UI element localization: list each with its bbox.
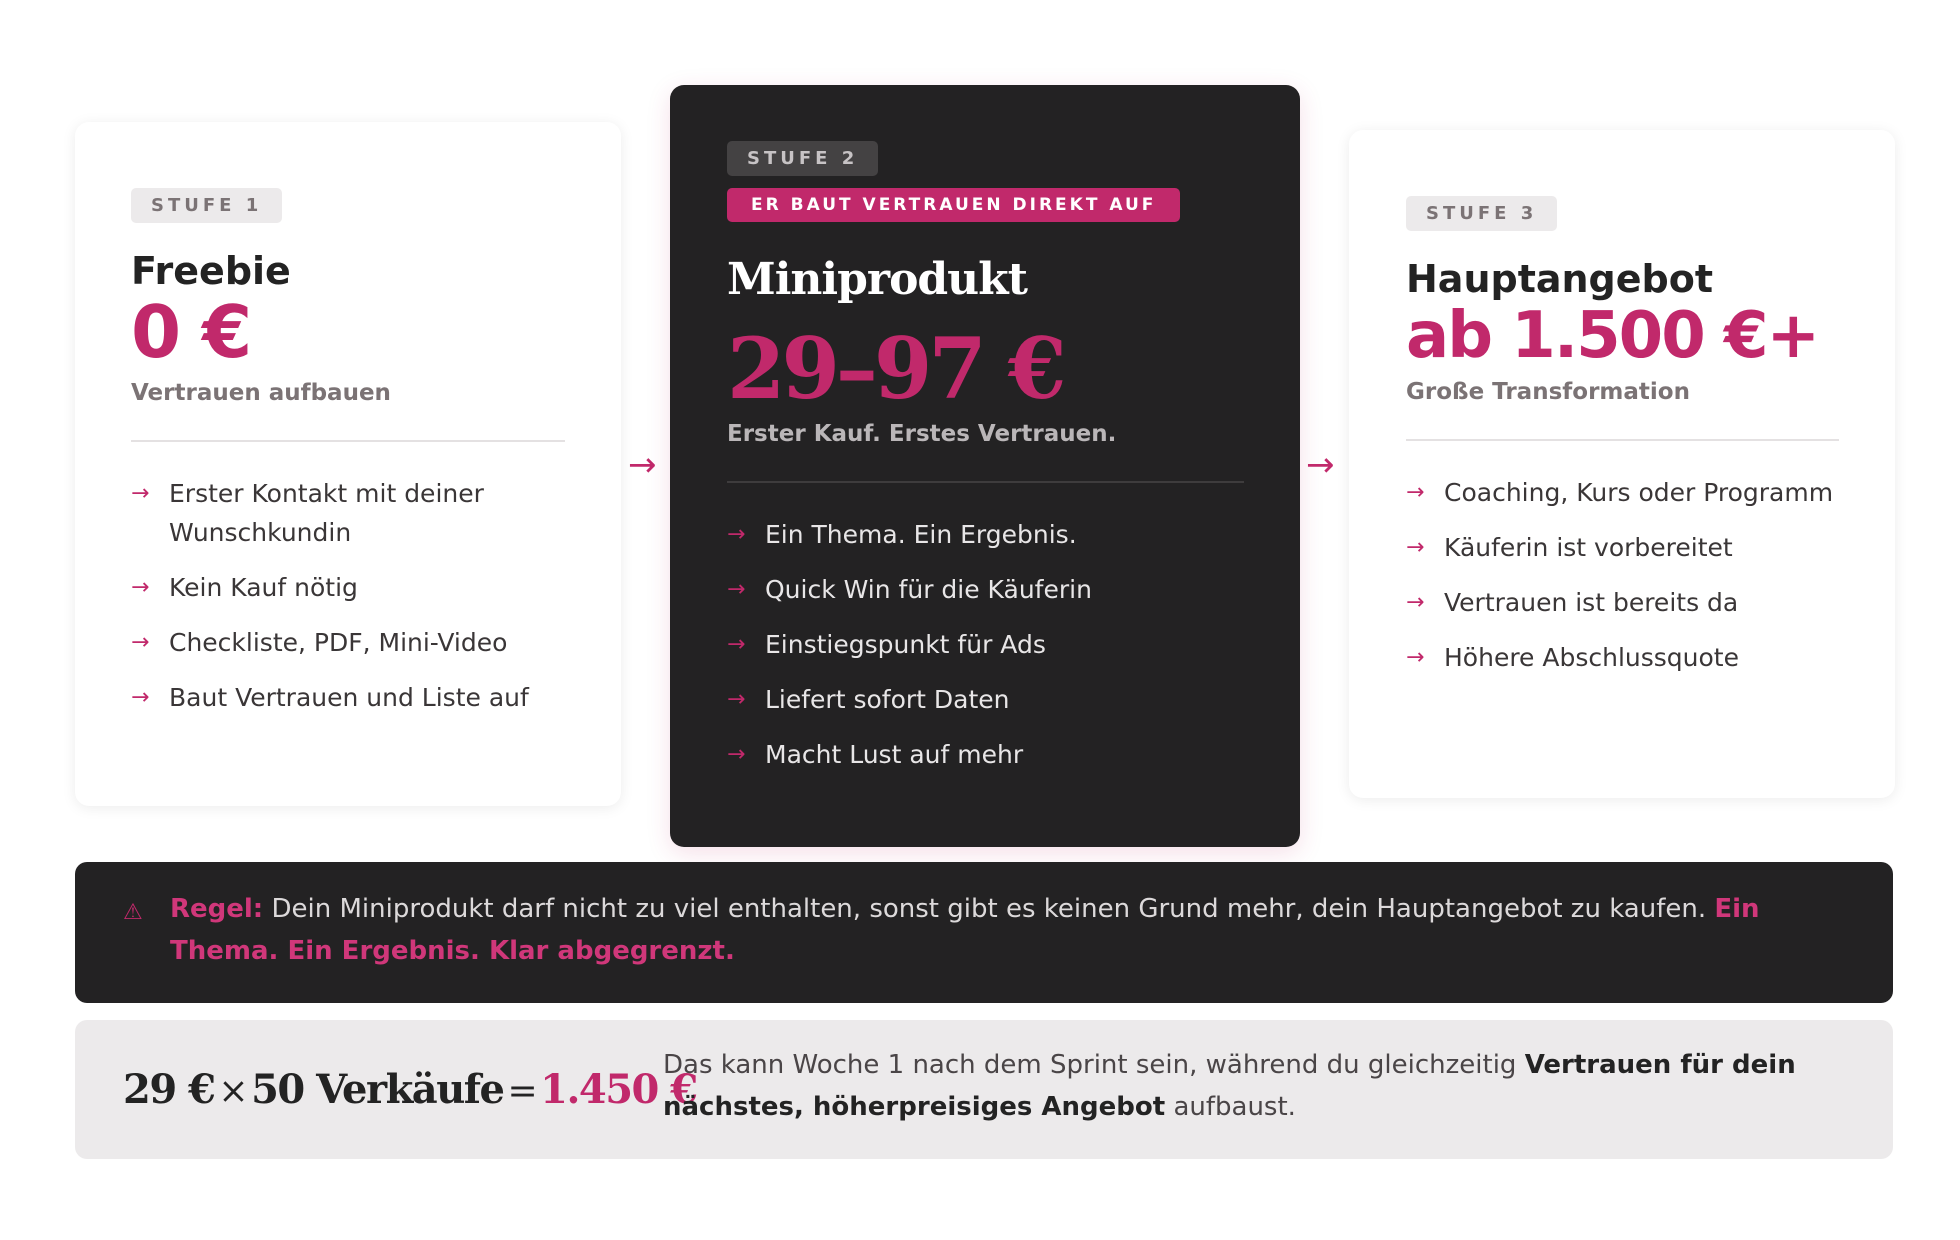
list-item: → Baut Vertrauen und Liste auf <box>131 678 565 717</box>
stage-badge: STUFE 1 <box>131 188 282 223</box>
calc-price: 29 € <box>123 1066 215 1113</box>
stage-card-miniprodukt <box>670 85 1300 847</box>
arrow-right-icon: → <box>727 577 746 603</box>
stage-points <box>1406 473 1839 677</box>
rule-emphasis: Ein Thema. Ein Ergebnis. Klar abgegrenzt. <box>170 894 1760 966</box>
calculation-formula <box>123 1066 697 1113</box>
stage-subtitle: Große Transformation <box>1406 379 1690 406</box>
rule-text <box>170 888 1853 972</box>
list-item: → Höhere Abschlussquote <box>1406 638 1839 677</box>
stage-subtitle: Erster Kauf. Erstes Vertrauen. <box>727 421 1117 448</box>
arrow-right-icon: → <box>1406 645 1425 671</box>
arrow-right-icon: → <box>727 742 746 768</box>
arrow-right-icon: → <box>1406 590 1425 616</box>
list-item: → Macht Lust auf mehr <box>727 735 1244 774</box>
arrow-right-icon: → <box>131 481 150 507</box>
arrow-right-icon: → <box>131 685 150 711</box>
list-item: → Käuferin ist vorbereitet <box>1406 528 1839 567</box>
arrow-right-icon: → <box>1406 480 1425 506</box>
list-item: → Checkliste, PDF, Mini-Video <box>131 623 565 662</box>
arrow-right-icon: → <box>727 632 746 658</box>
list-item: → Vertrauen ist bereits da <box>1406 583 1839 622</box>
calc-times: × <box>218 1071 248 1112</box>
calc-count: 50 Verkäufe <box>251 1066 504 1113</box>
stage-badge: STUFE 2 <box>727 141 878 176</box>
list-item: → Kein Kauf nötig <box>131 568 565 607</box>
arrow-right-icon: → <box>131 630 150 656</box>
list-item: → Coaching, Kurs oder Programm <box>1406 473 1839 512</box>
stage-points <box>727 515 1244 774</box>
list-item: → Liefert sofort Daten <box>727 680 1244 719</box>
highlight-badge: ER BAUT VERTRAUEN DIREKT AUF <box>727 188 1180 222</box>
stage-price: 29–97 € <box>727 319 1063 418</box>
calculation-box <box>75 1020 1893 1159</box>
arrow-right-icon: → <box>1406 535 1425 561</box>
calc-text-bold: Vertrauen für dein nächstes, höherpreisiges Angebot <box>663 1050 1796 1122</box>
list-item: → Einstiegspunkt für Ads <box>727 625 1244 664</box>
warning-icon: ⚠ <box>123 900 143 925</box>
divider <box>1406 439 1839 441</box>
arrow-right-icon: → <box>131 575 150 601</box>
calculation-text: Das kann Woche 1 nach dem Sprint sein, während du gleichzeitig Vertrauen für dein nächstes, höherpreisiges Angebot aufbaust. <box>663 1050 1796 1122</box>
list-item: → Ein Thema. Ein Ergebnis. <box>727 515 1244 554</box>
list-item: → Erster Kontakt mit deiner Wunschkundin <box>131 474 565 552</box>
stage-card-hauptangebot <box>1349 130 1895 798</box>
arrow-right-icon: → <box>727 522 746 548</box>
calc-equals: = <box>507 1071 537 1112</box>
arrow-right-icon: → <box>727 687 746 713</box>
stage-card-freebie <box>75 122 621 806</box>
rule-label: Regel: <box>170 894 264 924</box>
stage-subtitle: Vertrauen aufbauen <box>131 380 391 407</box>
flow-arrow-icon: → <box>1306 445 1335 485</box>
stage-title: Miniprodukt <box>727 254 1027 305</box>
stage-badge: STUFE 3 <box>1406 196 1557 231</box>
calc-result: 1.450 € <box>540 1066 697 1113</box>
stage-title: Freebie <box>131 249 291 293</box>
stage-points <box>131 474 565 717</box>
flow-arrow-icon: → <box>628 445 657 485</box>
rule-box <box>75 862 1893 1003</box>
divider <box>131 440 565 442</box>
divider <box>727 481 1244 483</box>
stage-title: Hauptangebot <box>1406 257 1714 301</box>
stage-price: ab 1.500 €+ <box>1406 299 1819 373</box>
rule-body: Dein Miniprodukt darf nicht zu viel enthalten, sonst gibt es keinen Grund mehr, dein Hauptangebot zu kaufen. <box>263 894 1715 924</box>
list-item: → Quick Win für die Käuferin <box>727 570 1244 609</box>
stage-price: 0 € <box>131 290 251 374</box>
